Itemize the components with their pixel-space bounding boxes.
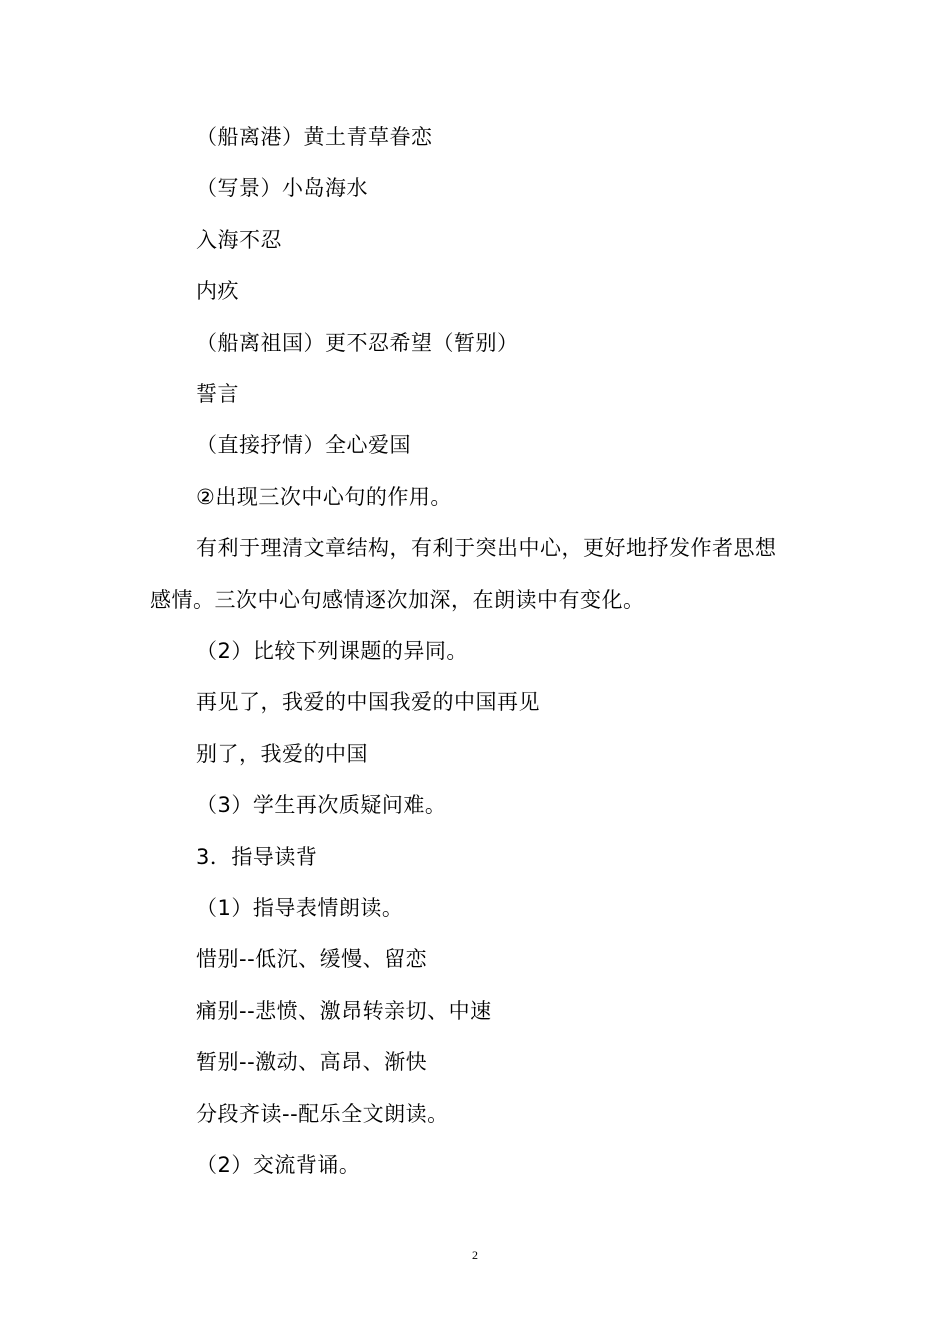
text-line-10: 感情。三次中心句感情逐次加深，在朗读中有变化。 <box>150 588 645 612</box>
text-line-19: 暂别--激动、高昂、渐快 <box>196 1050 428 1074</box>
text-line-6: 誓言 <box>196 382 239 406</box>
text-line-14: （3）学生再次质疑问难。 <box>196 793 447 817</box>
text-line-9: 有利于理清文章结构，有利于突出中心，更好地抒发作者思想 <box>196 536 777 560</box>
page-number: 2 <box>472 1248 478 1262</box>
text-line-2: （写景）小岛海水 <box>196 176 368 200</box>
text-line-13: 别了，我爱的中国 <box>196 742 368 766</box>
text-line-1: （船离港）黄土青草眷恋 <box>196 125 433 149</box>
text-line-20: 分段齐读--配乐全文朗读。 <box>196 1102 449 1126</box>
text-line-11: （2）比较下列课题的异同。 <box>196 639 468 663</box>
text-line-15: 3．指导读背 <box>196 845 318 869</box>
text-line-8: ②出现三次中心句的作用。 <box>196 485 452 509</box>
text-line-18: 痛别--悲愤、激昂转亲切、中速 <box>196 999 492 1023</box>
text-line-5: （船离祖国）更不忍希望（暂别） <box>196 331 519 355</box>
text-line-3: 入海不忍 <box>196 228 282 252</box>
text-line-7: （直接抒情）全心爱国 <box>196 433 411 457</box>
text-line-17: 惜别--低沉、缓慢、留恋 <box>196 947 428 971</box>
text-line-16: （1）指导表情朗读。 <box>196 896 404 920</box>
text-line-4: 内疚 <box>196 279 239 303</box>
text-line-12: 再见了，我爱的中国我爱的中国再见 <box>196 690 540 714</box>
text-line-21: （2）交流背诵。 <box>196 1153 361 1177</box>
